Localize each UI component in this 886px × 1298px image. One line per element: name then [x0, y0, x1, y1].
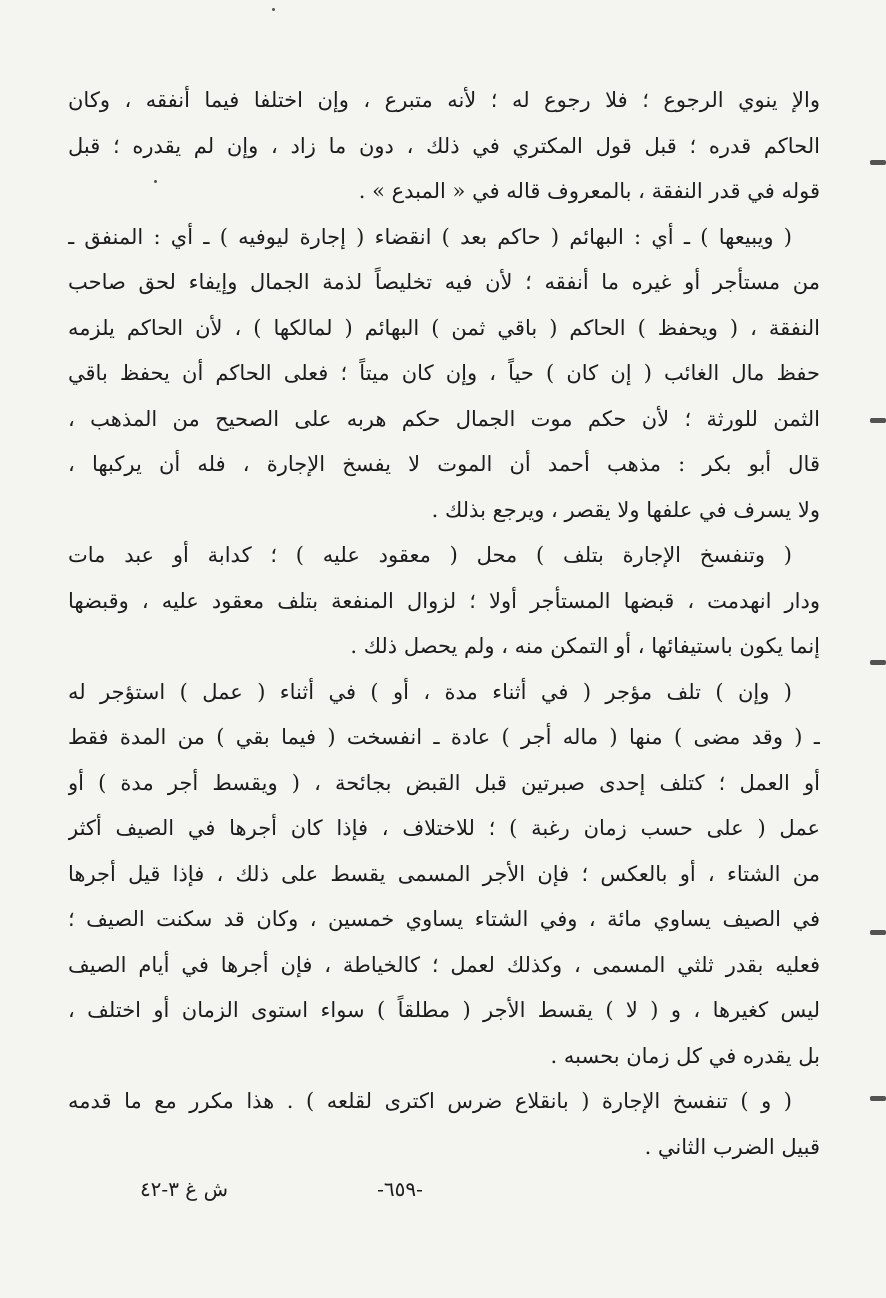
text-line: النفقة ، ( ويحفظ ) الحاكم ( باقي ثمن ) البهائم ( لمالكها ) ، لأن الحاكم يلزمه [68, 315, 820, 340]
text-line: ( و ) تنفسخ الإجارة ( بانقلاع ضرس اكترى لقلعه ) . هذا مكرر مع ما قدمه [68, 1089, 792, 1113]
text-line: قبيل الضرب الثاني . [644, 1134, 820, 1159]
scan-speck [154, 180, 157, 183]
text-line: ( وإن ) تلف مؤجر ( في أثناء مدة ، أو ) في أثناء ( عمل ) استؤجر له [68, 679, 792, 704]
text-line: ( وتنفسخ الإجارة بتلف ) محل ( معقود عليه ) ؛ كدابة أو عبد مات [68, 543, 792, 567]
text-line: فعليه بقدر ثلثي المسمى ، وكذلك لعمل ؛ كالخياطة ، فإن أجرها في أيام الصيف [68, 952, 820, 977]
text-line: من الشتاء ، أو بالعكس ؛ فإن الأجر المسمى يقسط على ذلك ، فإذا قيل أجرها [68, 861, 820, 886]
page-footer [0, 1172, 886, 1206]
text-line: قال أبو بكر : مذهب أحمد أن الموت لا يفسخ الإجارة ، فله أن يركبها ، [68, 452, 820, 476]
body-text [68, 78, 820, 1170]
text-line: ( ويبيعها ) ـ أي : البهائم ( حاكم بعد ) انقضاء ( إجارة ليوفيه ) ـ أي : المنفق ـ [68, 224, 792, 249]
text-line: إنما يكون باستيفائها ، أو التمكن منه ، ولم يحصل ذلك . [350, 634, 820, 658]
text-line: الثمن للورثة ؛ لأن حكم موت الجمال حكم هربه على الصحيح من المذهب ، [68, 406, 820, 431]
scan-edge-mark [870, 660, 886, 665]
scan-edge-mark [870, 1096, 886, 1101]
scan-edge-mark [870, 418, 886, 423]
text-line: من مستأجر أو غيره ما أنفقه ؛ لأن فيه تخليصاً لذمة الجمال وإيفاء لحق صاحب [68, 270, 820, 294]
text-line: حفظ مال الغائب ( إن كان ) حياً ، وإن كان ميتاً ؛ فعلى الحاكم أن يحفظ باقي [68, 361, 820, 385]
scan-edge-mark [870, 930, 886, 935]
text-line: أو العمل ؛ كتلف إحدى صبرتين قبل القبض بجائحة ، ( ويقسط أجر مدة ) أو [68, 770, 820, 795]
text-line: الحاكم قدره ؛ قبل قول المكتري في ذلك ، دون ما زاد ، وإن لم يقدره ؛ قبل [68, 133, 820, 158]
text-line: ـ ( وقد مضى ) منها ( ماله أجر ) عادة ـ انفسخت ( فيما بقي ) من المدة فقط [68, 725, 820, 749]
text-line: بل يقدره في كل زمان بحسبه . [550, 1043, 820, 1068]
scan-edge-mark [870, 160, 886, 165]
text-line: عمل ( على حسب زمان رغبة ) ؛ للاختلاف ، فإذا كان أجرها في الصيف أكثر [68, 816, 820, 840]
signature-code: ش غ ٣-٤٢ [139, 1177, 228, 1201]
text-line: والإ ينوي الرجوع ؛ فلا رجوع له ؛ لأنه متبرع ، وإن اختلفا فيما أنفقه ، وكان [68, 88, 820, 112]
text-line: ليس كغيرها ، و ( لا ) يقسط الأجر ( مطلقاً ) سواء استوى الزمان أو اختلف ، [68, 998, 820, 1022]
text-line: ودار انهدمت ، قبضها المستأجر أولا ؛ لزوال المنفعة بتلف معقود عليه ، وقبضها [68, 588, 820, 613]
page-number: -٦٥٩- [377, 1177, 423, 1201]
text-line: في الصيف يساوي مائة ، وفي الشتاء يساوي خمسين ، وكان قد سكنت الصيف ؛ [68, 907, 820, 931]
text-line: قوله في قدر النفقة ، بالمعروف قاله في « المبدع » . [358, 179, 820, 203]
text-line: ولا يسرف في علفها ولا يقصر ، ويرجع بذلك . [431, 497, 820, 522]
scan-speck [272, 8, 275, 11]
